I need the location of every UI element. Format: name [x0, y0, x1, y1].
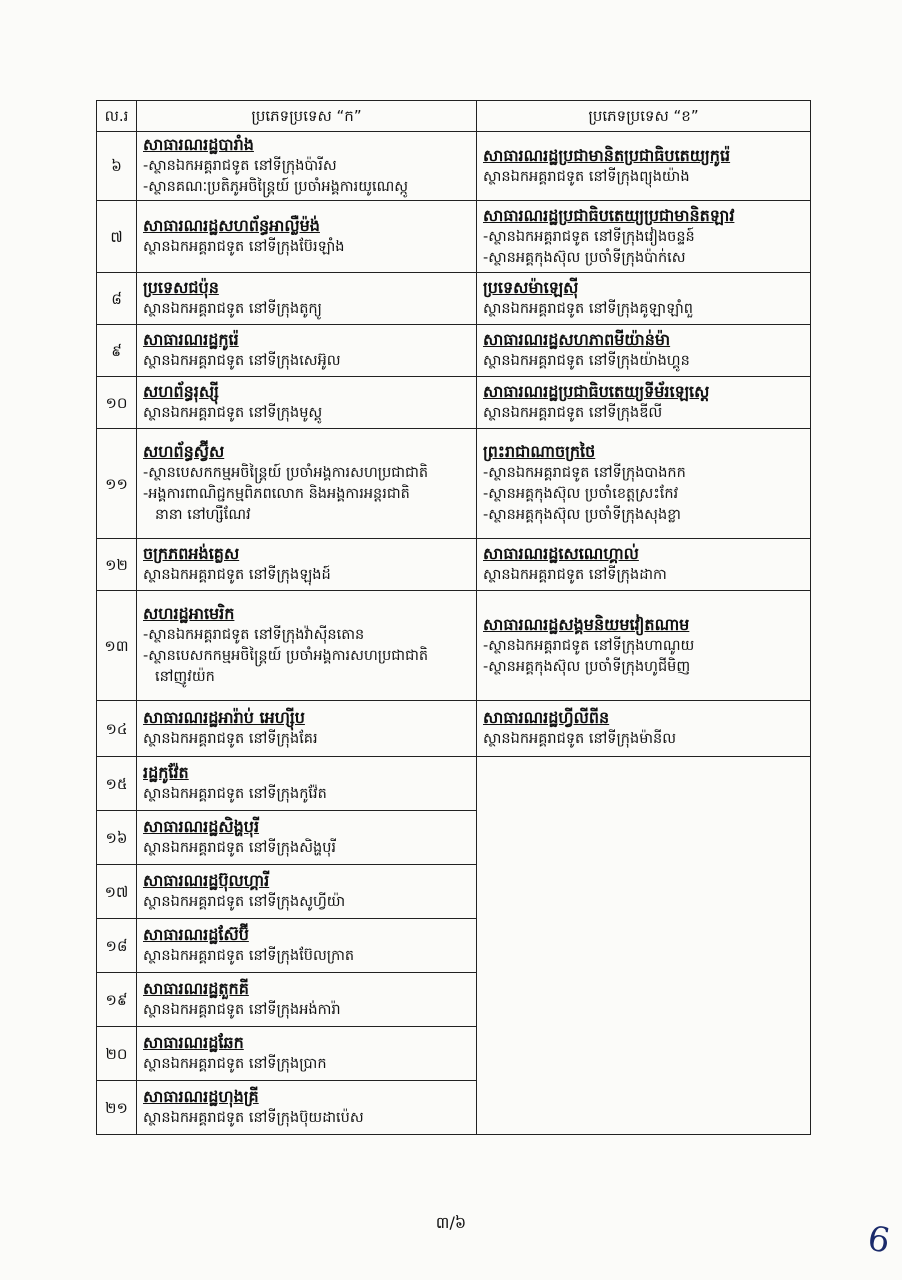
- mission-line: ស្ថានឯកអគ្គរាជទូត នៅទីក្រុងអង់ការ៉ា: [143, 1002, 341, 1018]
- country-name: សាធារណរដ្ឋស៊ែប៊ី: [143, 925, 249, 944]
- table-header-row: [97, 101, 811, 132]
- row-number: ១៦: [97, 811, 137, 865]
- cell-group-a: [137, 591, 477, 701]
- mission-line: ស្ថានឯកអគ្គរាជទូត នៅទីក្រុងប៊ែលក្រាត: [143, 948, 355, 964]
- row-number: ២០: [97, 1027, 137, 1081]
- country-name: សាធារណរដ្ឋប្រជាធិបតេយ្យប្រជាមានិតឡាវ: [483, 205, 735, 225]
- cell-group-a: [137, 132, 477, 201]
- cell-group-a: [137, 273, 477, 325]
- cell-group-b: [477, 429, 811, 539]
- cell-group-b: [477, 201, 811, 273]
- country-name: សហព័ន្ធស្វ៊ីស: [143, 442, 225, 461]
- header-number: ល.រ: [97, 101, 137, 132]
- cell-group-b: [477, 539, 811, 591]
- table-row: [97, 377, 811, 429]
- cell-group-a: [137, 377, 477, 429]
- mission-line: -ស្ថានគណៈប្រតិភូអចិន្ត្រៃយ៍ ប្រចាំអង្គការយូណេស្កូ: [143, 179, 409, 195]
- row-number: ១២: [97, 539, 137, 591]
- mission-line: -ស្ថានអគ្គកុងស៊ុល ប្រចាំទីក្រុងប៉ាក់សេ: [483, 249, 686, 266]
- row-number: ៧: [97, 201, 137, 273]
- header-group-a: ប្រភេទប្រទេស “ក”: [137, 101, 477, 132]
- row-number: ៨: [97, 273, 137, 325]
- country-name: សាធារណរដ្ឋហ្វីលីពីន: [483, 708, 610, 727]
- mission-line: -ស្ថានបេសកកម្មអចិន្ត្រៃយ៍ ប្រចាំអង្គការសហប្រជាជាតិ: [143, 465, 429, 481]
- table-row: [97, 757, 811, 811]
- cell-group-a: [137, 429, 477, 539]
- country-name: សាធារណរដ្ឋសេណេហ្គាល់: [483, 544, 639, 563]
- mission-line: ស្ថានឯកអគ្គរាជទូត នៅទីក្រុងមូស្គូ: [143, 405, 323, 421]
- cell-group-a: [137, 201, 477, 273]
- country-name: ប្រទេសម៉ាឡេស៊ី: [483, 278, 579, 297]
- mission-line: ស្ថានឯកអគ្គរាជទូត នៅទីក្រុងប៊ុយដាប៉េស: [143, 1110, 364, 1126]
- mission-line: ស្ថានឯកអគ្គរាជទូត នៅទីក្រុងប្រាក: [143, 1056, 327, 1072]
- country-name: សាធារណរដ្ឋបារាំង: [143, 135, 254, 154]
- row-number: ១៣: [97, 591, 137, 701]
- empty-cell-group-b: [477, 757, 811, 1135]
- embassy-table: [96, 100, 811, 1135]
- cell-group-a: [137, 757, 477, 811]
- mission-line: ស្ថានឯកអគ្គរាជទូត នៅទីក្រុងប៊ែរឡាំង: [143, 239, 345, 255]
- row-number: ១៧: [97, 865, 137, 919]
- row-number: ១៨: [97, 919, 137, 973]
- cell-group-b: [477, 132, 811, 201]
- row-number: ៩: [97, 325, 137, 377]
- mission-line: ស្ថានឯកអគ្គរាជទូត នៅទីក្រុងតូក្យូ: [143, 301, 322, 317]
- country-name: សាធារណរដ្ឋហុងគ្រី: [143, 1087, 259, 1106]
- table-row: [97, 701, 811, 757]
- mission-line: ស្ថានឯកអគ្គរាជទូត នៅទីក្រុងយ៉ាងហ្គូន: [483, 353, 690, 369]
- mission-line: -ស្ថានឯកអគ្គរាជទូត នៅទីក្រុងហាណូយ: [483, 637, 695, 654]
- mission-line: ស្ថានឯកអគ្គរាជទូត នៅទីក្រុងដាកា: [483, 567, 667, 583]
- header-group-b: ប្រភេទប្រទេស “ខ”: [477, 101, 811, 132]
- handwritten-initial: 6: [864, 1218, 893, 1262]
- mission-line: -អង្គការពាណិជ្ជកម្មពិភពលោក និងអង្គការអន្តរជាតិ: [143, 486, 410, 502]
- row-number: ១៥: [97, 757, 137, 811]
- cell-group-a: [137, 865, 477, 919]
- table-row: [97, 201, 811, 273]
- mission-line: -ស្ថានឯកអគ្គរាជទូត នៅទីក្រុងបាងកក: [483, 465, 686, 481]
- table-row: [97, 273, 811, 325]
- mission-line: ស្ថានឯកអគ្គរាជទូត នៅទីក្រុងម៉ានីល: [483, 731, 677, 747]
- country-name: សាធារណរដ្ឋប៊ុលហ្គារី: [143, 871, 270, 890]
- row-number: ៦: [97, 132, 137, 201]
- cell-group-b: [477, 273, 811, 325]
- mission-line: នៅញូវយ៉ក: [155, 669, 215, 685]
- table-row: [97, 591, 811, 701]
- mission-line: -ស្ថានឯកអគ្គរាជទូត នៅទីក្រុងប៉ារីស: [143, 158, 337, 174]
- country-name: សាធារណរដ្ឋសហព័ន្ធអាល្លឺម៉ង់: [143, 216, 320, 235]
- country-name: ប្រទេសជប៉ុន: [143, 278, 219, 297]
- country-name: សាធារណរដ្ឋតួកគី: [143, 979, 249, 998]
- country-name: ចក្រភពអង់គ្លេស: [143, 544, 240, 563]
- cell-group-b: [477, 377, 811, 429]
- cell-group-a: [137, 701, 477, 757]
- mission-line: ស្ថានឯកអគ្គរាជទូត នៅទីក្រុងកូវ៉ែត: [143, 786, 327, 802]
- row-number: ២១: [97, 1081, 137, 1135]
- country-name: សាធារណរដ្ឋសិង្ហបុរី: [143, 817, 260, 836]
- country-name: សាធារណរដ្ឋសហភាពមីយ៉ាន់ម៉ា: [483, 330, 671, 349]
- row-number: ១៤: [97, 701, 137, 757]
- country-name: សាធារណរដ្ឋអារ៉ាប់ អេហ្ស៊ីប: [143, 708, 305, 727]
- mission-line: ស្ថានឯកអគ្គរាជទូត នៅទីក្រុងសូហ្វីយ៉ា: [143, 894, 346, 910]
- cell-group-a: [137, 973, 477, 1027]
- cell-group-b: [477, 591, 811, 701]
- table-body: [97, 132, 811, 1135]
- cell-group-a: [137, 1027, 477, 1081]
- country-name: សាធារណរដ្ឋកូរ៉េ: [143, 330, 239, 349]
- country-name: សាធារណរដ្ឋប្រជាមានិតប្រជាធិបតេយ្យកូរ៉េ: [483, 145, 731, 165]
- mission-line: -ស្ថានអគ្គកុងស៊ុល ប្រចាំទីក្រុងសុងខ្លា: [483, 507, 681, 523]
- cell-group-a: [137, 325, 477, 377]
- cell-group-a: [137, 919, 477, 973]
- mission-line: ស្ថានឯកអគ្គរាជទូត នៅទីក្រុងឡុងដ៍: [143, 567, 331, 583]
- mission-line: ស្ថានឯកអគ្គរាជទូត នៅទីក្រុងគែរ: [143, 731, 318, 747]
- country-name: រដ្ឋកូវ៉ែត: [143, 763, 189, 782]
- mission-line: -ស្ថានបេសកកម្មអចិន្ត្រៃយ៍ ប្រចាំអង្គការសហប្រជាជាតិ: [143, 648, 429, 664]
- mission-line: នានា នៅហ្សឺណែវ: [155, 507, 251, 523]
- cell-group-b: [477, 701, 811, 757]
- mission-line: ស្ថានឯកអគ្គរាជទូត នៅទីក្រុងគូឡាឡាំពួ: [483, 301, 694, 317]
- country-name: ព្រះរាជាណាចក្រថៃ: [483, 442, 596, 461]
- mission-line: -ស្ថានអគ្គកុងស៊ុល ប្រចាំទីក្រុងហូជីមិញ: [483, 658, 691, 675]
- table-row: [97, 132, 811, 201]
- cell-group-a: [137, 539, 477, 591]
- table-row: [97, 539, 811, 591]
- country-name: សហព័ន្ធរុស្ស៊ី: [143, 382, 219, 401]
- country-name: សាធារណរដ្ឋប្រជាធិបតេយ្យទីម័រឡេស្តេ: [483, 382, 710, 401]
- mission-line: -ស្ថានអគ្គកុងស៊ុល ប្រចាំខេត្តស្រះកែវ: [483, 486, 679, 502]
- cell-group-a: [137, 811, 477, 865]
- row-number: ១០: [97, 377, 137, 429]
- row-number: ១១: [97, 429, 137, 539]
- country-name: សាធារណរដ្ឋសង្គមនិយមវៀតណាម: [483, 614, 690, 634]
- table-row: [97, 325, 811, 377]
- cell-group-a: [137, 1081, 477, 1135]
- country-name: សហរដ្ឋអាមេរិក: [143, 604, 235, 623]
- mission-line: -ស្ថានឯកអគ្គរាជទូត នៅទីក្រុងវ៉ាស៊ីនតោន: [143, 627, 365, 643]
- mission-line: -ស្ថានឯកអគ្គរាជទូត នៅទីក្រុងវៀងចន្ទន៍: [483, 228, 695, 245]
- page-number: ៣/៦: [435, 1213, 467, 1232]
- mission-line: ស្ថានឯកអគ្គរាជទូត នៅទីក្រុងសេអ៊ូល: [143, 353, 341, 369]
- mission-line: ស្ថានឯកអគ្គរាជទូត នៅទីក្រុងព្យុងយ៉ាង: [483, 168, 690, 185]
- cell-group-b: [477, 325, 811, 377]
- row-number: ១៩: [97, 973, 137, 1027]
- table-row: [97, 429, 811, 539]
- country-name: សាធារណរដ្ឋឆែក: [143, 1033, 244, 1052]
- mission-line: ស្ថានឯកអគ្គរាជទូត នៅទីក្រុងសិង្ហបុរី: [143, 840, 337, 856]
- mission-line: ស្ថានឯកអគ្គរាជទូត នៅទីក្រុងឌីលី: [483, 405, 663, 421]
